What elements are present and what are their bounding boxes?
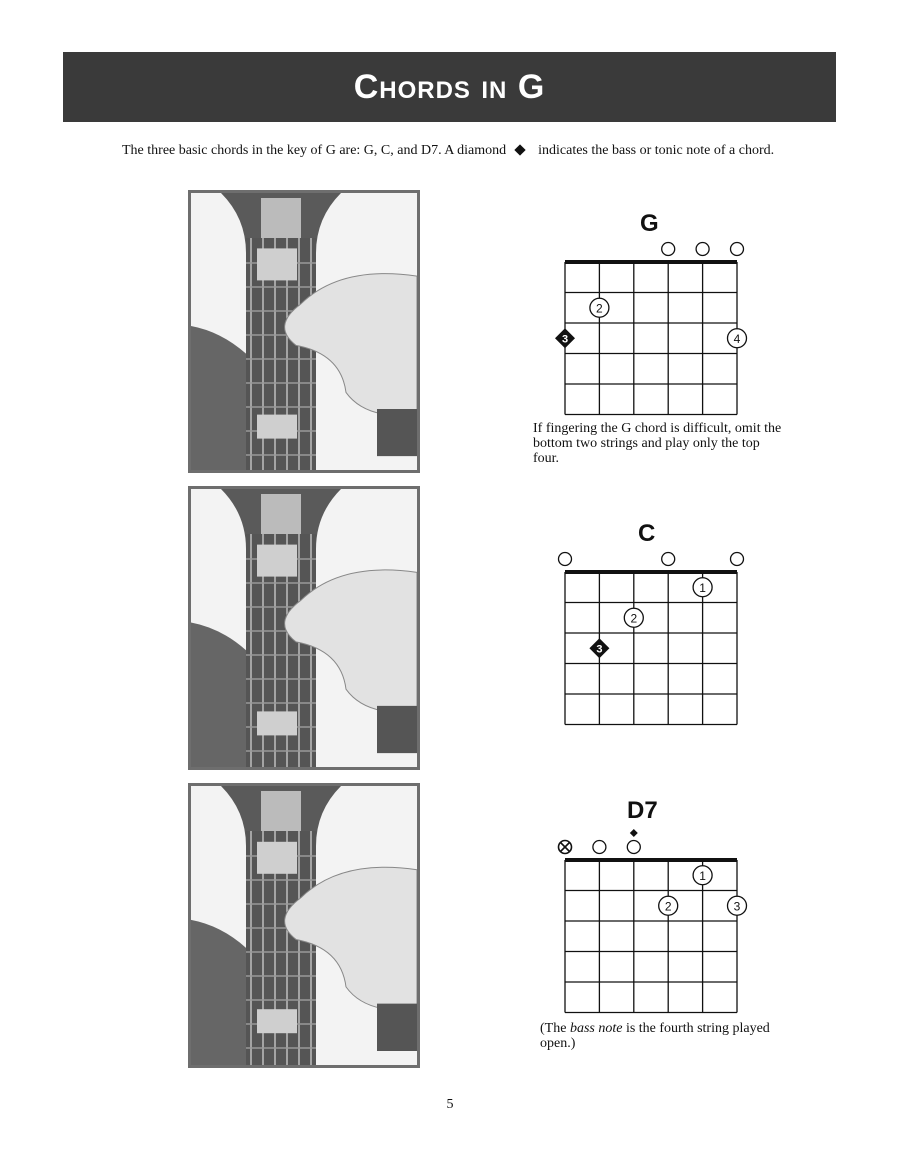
finger-number: 2 [664, 899, 672, 914]
guitar-photo-illustration [191, 489, 417, 767]
open-string-icon [593, 841, 606, 854]
caption-g [533, 421, 788, 466]
diamond-icon [514, 145, 525, 156]
finger-number: 1 [699, 868, 706, 883]
chord-name-g: G [640, 210, 659, 237]
headstock-inlay [261, 198, 301, 238]
neck-inlay [257, 1009, 297, 1033]
caption-text: is the fourth string played open.) [540, 1021, 770, 1051]
caption-text: (The [540, 1021, 570, 1036]
sleeve-shadow [377, 409, 417, 456]
neck-inlay [257, 415, 297, 439]
neck-inlay [257, 248, 297, 280]
title-bar [63, 52, 836, 122]
photo-d7-chord [188, 783, 420, 1068]
arm-shadow [191, 920, 246, 1065]
headstock-inlay [261, 494, 301, 534]
open-string-icon [627, 841, 640, 854]
finger-number: 1 [699, 580, 706, 595]
sleeve-shadow [377, 706, 417, 753]
arm-shadow [191, 326, 246, 470]
intro-text [122, 143, 802, 158]
chord-diagram-c [545, 545, 760, 725]
open-string-icon [559, 553, 572, 566]
sleeve-shadow [377, 1004, 417, 1051]
chord-name-c: C [638, 520, 656, 547]
photo-c-chord [188, 486, 420, 770]
neck-inlay [257, 711, 297, 735]
photo-g-chord [188, 190, 420, 473]
finger-number: 3 [596, 643, 603, 656]
finger-number: 2 [630, 611, 638, 626]
neck-inlay [257, 842, 297, 874]
open-string-icon [662, 243, 675, 256]
chord-diagram-d7 [545, 825, 760, 1015]
caption-text: If fingering the G chord is difficult, omit the bottom two strings and play only the top four. [533, 421, 782, 466]
caption-text: bass note [569, 1021, 623, 1036]
finger-number: 3 [561, 333, 569, 346]
open-string-icon [731, 553, 744, 566]
open-string-icon [696, 243, 709, 256]
neck-inlay [257, 545, 297, 577]
page-number: 5 [446, 1097, 454, 1112]
guitar-photo-illustration [191, 786, 417, 1065]
open-string-icon [662, 553, 675, 566]
open-string-icon [731, 243, 744, 256]
arm-shadow [191, 622, 246, 767]
chord-diagram-g [545, 235, 760, 415]
intro-text-start: The three basic chords in the key of G are: G, C, and D7. A diamond [122, 143, 507, 158]
headstock-inlay [261, 791, 301, 831]
caption-d7 [540, 1021, 780, 1051]
finger-number: 3 [733, 899, 741, 914]
page-title: Chords in G [353, 67, 546, 106]
chord-name-d7: D7 [627, 797, 658, 824]
guitar-photo-illustration [191, 193, 417, 470]
intro-text-end: indicates the bass or tonic note of a chord. [538, 143, 775, 158]
finger-number: 4 [733, 331, 741, 346]
bass-diamond-icon [630, 829, 638, 837]
finger-number: 2 [596, 301, 603, 316]
